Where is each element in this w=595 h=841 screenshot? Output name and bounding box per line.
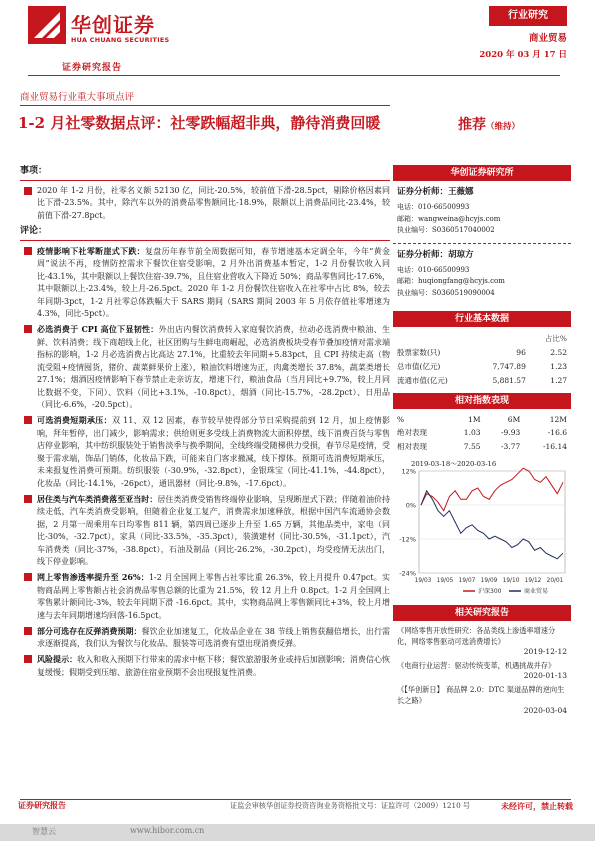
related-reports-title: 相关研究报告 [393, 605, 571, 621]
y-tick-label: 0% [405, 501, 416, 510]
analyst-phone: 电话：010-66500993 [397, 203, 470, 211]
analyst-name [397, 185, 571, 197]
row-value: 5,881.57 [492, 375, 526, 385]
series-divider [20, 105, 390, 106]
comment-paragraph [20, 493, 390, 569]
analyst-email: 邮箱：huqiongfang@hcyjs.com [397, 277, 505, 285]
comment-text: 外出店内餐饮消费转入家庭餐饮消费，拉动必选消费中粮油、生鲜、饮料消费；线下商超线上化，社区团购与生鲜电商崛起，必选消费板块受春节叠加疫情对需求端指标的影响，1-2 月必选消费占比高达 27.1%，比重较去年同期+5.83pct，且 CPI 持续走高（物流受阻+疫情囤货，猪价、蔬菜鲜果价上涨），粮油饮料增速为正，肉禽类增长 37.8%，蔬菜类增长 27.1%；烟酒因疫情影响下春节禁止走亲访友，增速下行，粮油食品（当月同比+9.7%，较上月同比数据不变，下同）、饮料（同比+3.1%，-10.8pct）、烟酒（同比-15.7%，-28.2pct）、日用品（同比-6.6%，-20.5pct）。 [37, 325, 390, 409]
related-report-date: 2019-12-12 [523, 647, 567, 656]
comment-lead: 可选消费短期承压： [37, 415, 112, 425]
report-date: 2020 年 03 月 17 日 [479, 50, 567, 60]
row-share: 1.27 [550, 375, 567, 385]
footer-left: 证券研究报告 [18, 800, 66, 810]
x-tick-label: 19/10 [502, 578, 520, 584]
comment-paragraph [20, 245, 390, 321]
comment-paragraph [20, 625, 390, 651]
x-tick-label: 19/07 [458, 578, 476, 584]
series-line-沪深300 [421, 468, 563, 511]
comment-text: 双 11、双 12 因素，春节较早使得部分节日采购提前到 12 月，加上疫情影响，拜年暂停，出门减少，影响需求；供给则更多受线上消费物流大面积停摆，线下消费百货与零售店停业影响，其中纺织服装处于销售淡季与换季期间，全线终端受随梯供力受损，春节尽是疫情，受聚于需求端，饰品门销体，化妆品下跌，可能来自门客求撤减，线下撑体。预期可选消费短期承压，未来报复性消费可预期。纺织服装（-30.9%，-32.8pct），金银珠宝（同比-41.1%，-44.8pct），化妆品（同比-14.1%，-26pct），通讯器材（同比-9.8%，-17.6pct）。 [37, 416, 390, 488]
comment-lead: 部分可选存在反弹消费预期： [37, 625, 142, 636]
row-share: 1.23 [550, 361, 567, 371]
events-divider [20, 180, 390, 181]
analyst-name-text: 胡琼方 [448, 249, 474, 260]
bullet-square-icon [24, 573, 32, 581]
analyst-name [397, 248, 571, 260]
watermark-url: www.hibor.com.cn [130, 826, 205, 835]
comment-lead: 居住类与汽车类消费落至亚当时： [37, 493, 158, 504]
basic-data-table [393, 331, 571, 387]
related-report-date: 2020-01-13 [523, 671, 567, 680]
bullet-square-icon [24, 325, 32, 333]
bullet-square-icon [24, 627, 32, 635]
comment-text: 餐饮企业加速复工，化妆品企业在 38 节线上销售获翻倍增长，出行需求逐渐提高，我们认为餐饮与化妆品、服装等可选消费有望出现消费反弹。 [37, 626, 391, 648]
related-report-link[interactable]: 《网络零售开放性研究：各品类线上渗透率增速分化，网络零售驱动可选消费增长》 [397, 626, 556, 646]
row-label: 相对表现 [397, 441, 427, 451]
analyst-email: 邮箱：wangweina@hcyjs.com [397, 214, 501, 223]
cell: -3.77 [501, 441, 521, 451]
series-line-商业贸易 [421, 491, 563, 559]
table-row [393, 425, 571, 439]
analyst-divider [393, 243, 571, 244]
col-head: 6M [507, 414, 521, 424]
x-tick-label: 19/03 [414, 578, 432, 584]
report-series: 商业贸易行业重大事项点评 [20, 92, 135, 103]
sector-label: 商业贸易 [528, 33, 567, 44]
bullet-square-icon [24, 495, 32, 503]
related-report-link[interactable]: 《【华创新日】 商品牌 2.0：DTC 渠道品牌的逆向生长之路》 [397, 685, 565, 705]
row-label: 总市值(亿元) [397, 361, 441, 371]
cell: 1.03 [463, 427, 481, 437]
footer-license: 证监会审核华创证券投资咨询业务资格批文号：证监许可（2009）1210 号 [230, 801, 471, 810]
comment-lead: 风险提示： [37, 654, 78, 664]
company-logo [28, 4, 178, 54]
col-head: % [397, 414, 405, 424]
table-row [393, 359, 571, 373]
rating-badge [458, 114, 520, 134]
table-row [393, 439, 571, 453]
basic-data-col-head: 占比% [544, 333, 567, 343]
logo-mark-icon [28, 6, 66, 44]
logo-cn-text: 华创证券 [71, 13, 155, 37]
bullet-square-icon [24, 247, 32, 255]
footer-right: 未经许可，禁止转载 [501, 801, 573, 811]
comments-divider [20, 240, 390, 241]
y-tick-label: -24% [399, 569, 416, 578]
chart-title: 2019-03-18～2020-03-16 [411, 460, 497, 468]
x-tick-label: 20/01 [546, 578, 564, 584]
chart-canvas [393, 455, 571, 603]
col-head: 12M [549, 414, 567, 424]
table-row [393, 373, 571, 387]
logo-en-text: HUA CHUANG SECURITIES [71, 36, 170, 44]
row-label: 绝对表现 [397, 427, 427, 437]
related-report-date: 2020-03-04 [523, 706, 567, 715]
cell: -16.6 [547, 427, 567, 437]
cell: 7.55 [463, 441, 481, 451]
footer-divider [20, 799, 571, 800]
relative-perf-chart [393, 455, 571, 603]
analyst-title: 证券分析师： [397, 249, 449, 260]
y-tick-label: 12% [401, 467, 416, 476]
header-divider [28, 75, 560, 76]
comment-lead: 网上零售渗透率提升至 26%： [37, 572, 149, 582]
bullet-square-icon [24, 416, 32, 424]
cell: -9.93 [501, 427, 521, 437]
bullet-square-icon [24, 655, 32, 663]
sidebar [393, 165, 571, 719]
x-tick-label: 19/12 [524, 578, 542, 584]
comment-text: 复盘历年春节前全周数据可知，春节增速基本定调全年，今年“黄金周”说法不再，疫情防控需求下餐饮住宿受影响，2 月外出消费基本暂定，1-2 月份餐饮收入同比-43.1%，其中限额以上餐饮住宿-39.7%，且住宿业营收入下降近 50%；商品零售同比-17.6%，其中限额以上-23.4%，较上月-26.5pct。2020 年 1-2 月份餐饮住宿收入在社零中占比 8%，较去年同期-3pct，1-2 月社零总体跌幅大于 SARS 期间（SARS 期间 2003 年 5 月依存值社零增速为 4.3%，同比-5pct）。 [37, 246, 390, 318]
row-label: 股票家数(只) [397, 347, 441, 357]
analyst-name-text: 王薇娜 [448, 187, 474, 197]
comment-paragraph [20, 653, 390, 679]
rating-label: 推荐 [458, 117, 486, 133]
comment-paragraph [20, 571, 390, 622]
relative-perf-table [393, 413, 571, 453]
bullet-square-icon [24, 187, 32, 195]
row-share: 2.52 [550, 347, 567, 357]
related-report-link[interactable]: 《电商行业运营：驱动传统变革，机遇挑战并存》 [397, 661, 556, 670]
cell: -16.14 [542, 441, 567, 451]
watermark-text: 智慧云 [32, 827, 56, 836]
row-value: 7,747.89 [492, 361, 526, 371]
comment-text: 1-2 月全国网上零售占社零比重 26.3%，较上月提升 0.47pct。实物商品网上零售额占社会消费品零售总额的比重为 21.5%，较 12 月上升 0.8pct。1-2 月全国网上零售累计额同比-3%，较去年同期下滑 -16.6pct。其中，实物商品网上零售额同比+3%，较上月增速与去年同期增速均回落-16.5pct。 [37, 573, 390, 620]
table-row [393, 345, 571, 359]
event-paragraph [20, 185, 390, 223]
analyst-title: 证券分析师： [397, 187, 449, 197]
footer-watermark-bar [0, 824, 595, 841]
main-content [20, 165, 390, 682]
page-title: 1-2 月社零数据点评：社零跌幅超非典，静待消费回暖 [18, 114, 381, 132]
chart-frame [419, 471, 565, 573]
row-value: 96 [516, 347, 526, 357]
table-header-row [393, 413, 571, 425]
report-type-badge: 行业研究 [489, 6, 567, 26]
row-label: 流通市值(亿元) [397, 375, 448, 385]
analyst-section-title: 华创证券研究所 [393, 165, 571, 181]
comment-text: 居住类消费受销售终端停业影响，呈现断崖式下跌；伴随着油价持续走低，汽车类消费受影响，但随着企业复工复产，消费需求加速释放，根据中国汽车流通协会数据，2 月第一周乘用车日均零售 811 辆，第四周已逐步上升至 1.65 万辆，其他品类中，家电（同比-30%，-32.7pct），家具（同比-33.5%，-35.3pct），装潢建材（同比-30.5%，-31.1pct），汽车消费类（同比-37%，-38.8pct），石油及制品（同比-26.2%，-30.2pct），均受疫情无法出门，线下停业影响。 [37, 494, 391, 566]
comment-text: 收入和收入预期下行带来的需求中枢下移；餐饮旅游服务业或持后加剧影响；消费信心恢复缓慢；假期受到压缩、旅游住宿业预期不会出现报复性消费。 [37, 655, 391, 677]
legend-label: 商业贸易 [524, 588, 549, 595]
logo-subtitle: 证券研究报告 [62, 63, 123, 73]
event-text: 2020 年 1-2 月份，社零名义额 52130 亿，同比-20.5%，较前值下滑-28.5pct，剔除价格因素同比下滑-23.5%。其中，除汽车以外的消费品零售额同比-18.9%，限额以上消费品同比-23.4%，较前值下滑-27.8pct。 [37, 185, 390, 220]
comment-lead: 必选消费于 CPI 高位下显韧性： [37, 324, 159, 334]
y-tick-label: -12% [399, 535, 416, 544]
analyst-cert: 执业编号：S0360517040002 [397, 226, 495, 234]
basic-data-title: 行业基本数据 [393, 311, 571, 327]
comment-lead: 疫情影响下社零断崖式下跌： [37, 245, 145, 256]
events-heading: 事项： [20, 166, 48, 176]
relative-perf-title: 相对指数表现 [393, 393, 571, 409]
col-head: 1M [468, 414, 481, 424]
comments-heading: 评论： [20, 226, 48, 236]
comment-paragraph [20, 414, 390, 490]
x-tick-label: 19/09 [480, 578, 498, 584]
analyst-cert: 执业编号：S0360519090004 [397, 288, 495, 297]
legend-label: 沪深300 [478, 588, 502, 595]
rating-sub: （维持） [486, 122, 521, 132]
x-tick-label: 19/05 [436, 578, 454, 584]
analyst-phone: 电话：010-66500993 [397, 265, 470, 274]
comment-paragraph [20, 323, 390, 412]
